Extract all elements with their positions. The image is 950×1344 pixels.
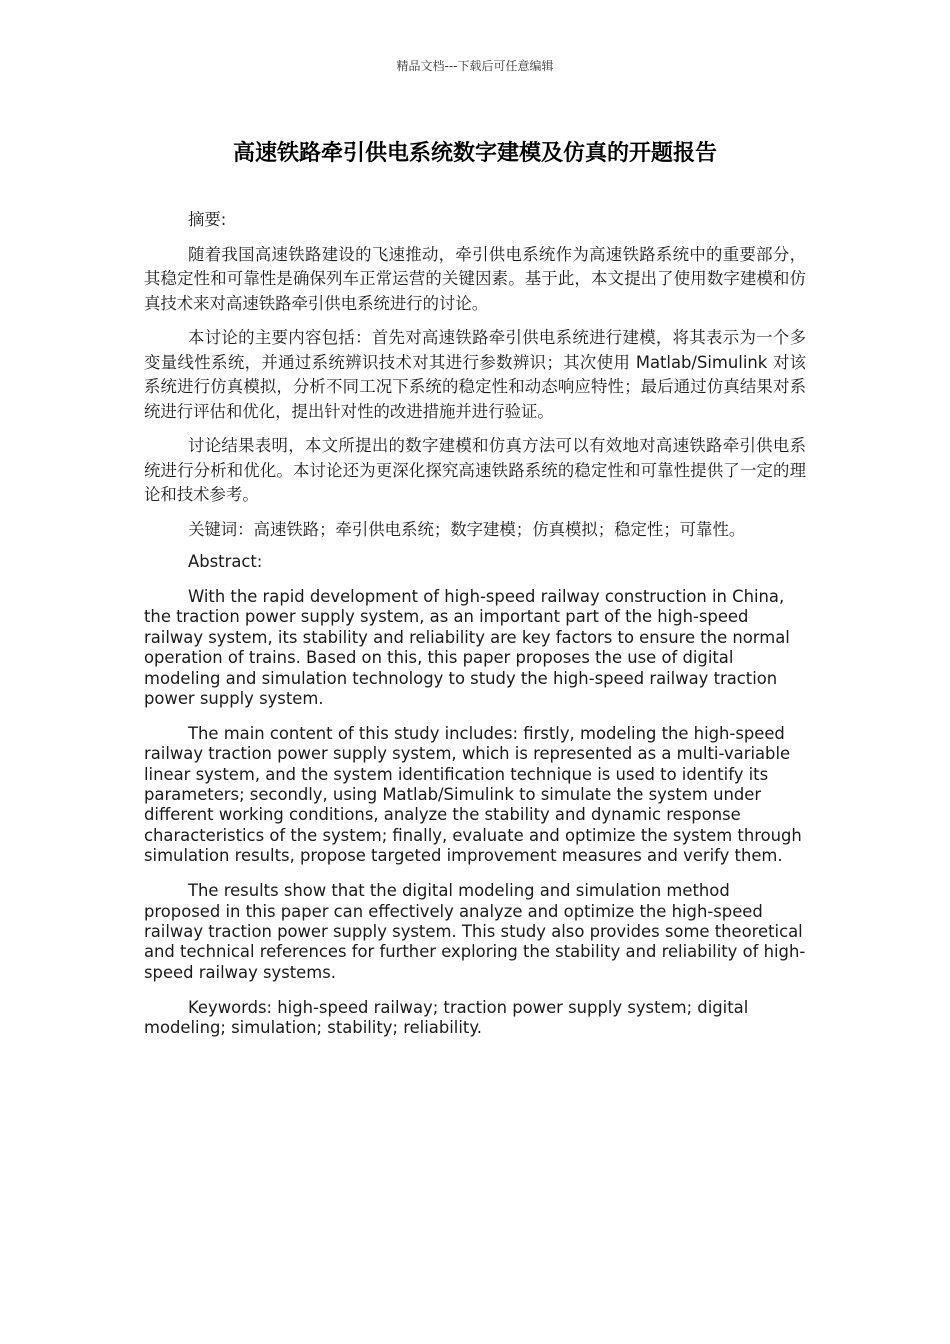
abstract-en-paragraph-2: The main content of this study includes: firstly, modeling the high-speed railway traction power supply system, which is represented as a multi-variable linear system, and the system identification technique is used to identify its parameters; secondly, using Matlab/Simulink to simulate the system under different working conditions, analyze the stability and dynamic response characteristics of the system; finally, evaluate and optimize the system through simulation results, propose targeted improvement measures and verify them. [144, 723, 802, 866]
document-body [144, 208, 806, 1053]
abstract-cn-paragraph-3: 讨论结果表明，本文所提出的数字建模和仿真方法可以有效地对高速铁路牵引供电系统进行分析和优化。本讨论还为更深化探究高速铁路系统的稳定性和可靠性提供了一定的理论和技术参考。 [144, 436, 806, 504]
page-header: 精品文档---下载后可任意编辑 [396, 59, 554, 73]
keywords-cn: 关键词：高速铁路；牵引供电系统；数字建模；仿真模拟；稳定性；可靠性。 [188, 519, 746, 539]
abstract-en-paragraph-3: The results show that the digital modeling and simulation method proposed in this paper can effectively analyze and optimize the high-speed railway traction power supply system. This study also provides some theoretical and technical references for further exploring the stability and reliability of high-speed railway systems. [144, 881, 806, 982]
abstract-en-label: Abstract: [188, 552, 263, 571]
abstract-en-paragraph-1: With the rapid development of high-speed railway construction in China, the traction power supply system, as an important part of the high-speed railway system, its stability and reliability are key factors to ensure the normal operation of trains. Based on this, this paper proposes the use of digital modeling and simulation technology to study the high-speed railway traction power supply system. [144, 586, 790, 708]
abstract-cn-paragraph-2: 本讨论的主要内容包括：首先对高速铁路牵引供电系统进行建模，将其表示为一个多变量线性系统，并通过系统辨识技术对其进行参数辨识；其次使用 Matlab/Simulink 对该系统进行仿真模拟，分析不同工况下系统的稳定性和动态响应特性；最后通过仿真结果对系统进行评估和优化，提出针对性的改进措施并进行验证。 [144, 328, 806, 421]
abstract-cn-label: 摘要: [188, 210, 227, 229]
abstract-cn-paragraph-1: 随着我国高速铁路建设的飞速推动，牵引供电系统作为高速铁路系统中的重要部分，其稳定性和可靠性是确保列车正常运营的关键因素。基于此，本文提出了使用数字建模和仿真技术来对高速铁路牵引供电系统进行的讨论。 [144, 244, 806, 313]
document-title: 高速铁路牵引供电系统数字建模及仿真的开题报告 [232, 141, 717, 166]
keywords-en: Keywords: high-speed railway; traction power supply system; digital modeling; simulation; stability; reliability. [144, 997, 749, 1038]
